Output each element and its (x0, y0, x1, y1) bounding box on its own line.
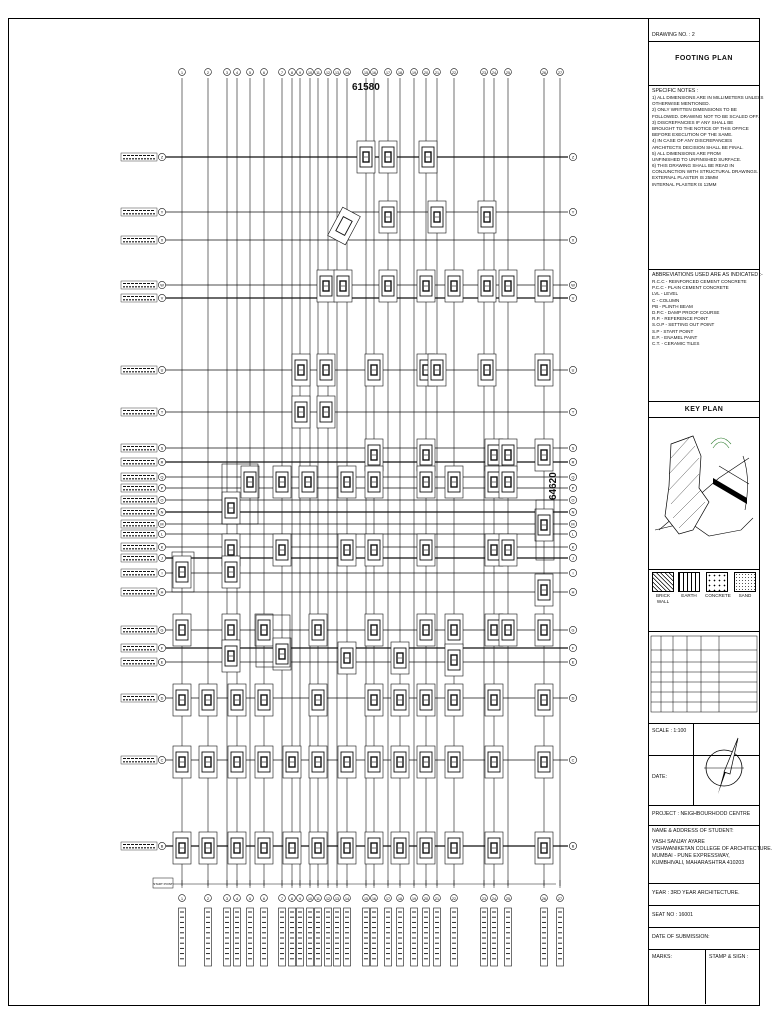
footing (445, 614, 463, 646)
grid-row-label: T (571, 410, 575, 415)
footing (173, 614, 191, 646)
student-address-line: VISHWANIKETAN COLLEGE OF ARCHITECTURE. (652, 846, 772, 853)
footing (535, 509, 553, 541)
grid-column-15 (363, 69, 370, 966)
footing (299, 466, 317, 498)
footing (338, 832, 356, 864)
note-line: UNFINISHED TO UNFINISHED SURFACE. (652, 156, 742, 162)
grid-column-label: 17 (386, 897, 390, 901)
grid-row-label: R (571, 460, 575, 465)
footing (173, 746, 191, 778)
grid-column-label: 6 (263, 71, 265, 75)
grid-column-label: 12 (326, 71, 330, 75)
grid-row-label: X (571, 238, 575, 243)
footing (535, 614, 553, 646)
rotated-footing (328, 207, 361, 245)
grid-column-label: 23 (482, 897, 486, 901)
footing (428, 201, 446, 233)
seat-number: SEAT NO : 16001 (649, 906, 759, 928)
grid-column-14 (344, 69, 351, 966)
year: YEAR : 3RD YEAR ARCHITECTURE. (649, 884, 759, 906)
grid-row-label: E (160, 660, 164, 665)
grid-row-label: P (571, 486, 575, 491)
grid-row-label: J (161, 556, 163, 561)
footing (255, 832, 273, 864)
grid-column-label: 7 (281, 897, 283, 901)
footing (391, 684, 409, 716)
north-arrow-cell (693, 724, 759, 806)
footing (417, 534, 435, 566)
grid-column-9 (297, 69, 304, 966)
key-plan-title: KEY PLAN (649, 402, 759, 418)
grid-row-label: C (571, 758, 575, 763)
grid-row-label: D (571, 696, 575, 701)
material-legend (649, 570, 759, 632)
grid-row-label: L (160, 532, 164, 537)
footing (428, 354, 446, 386)
grid-column-label: 19 (412, 71, 416, 75)
grid-row-label: F (160, 646, 164, 651)
abbreviation-line: C.T. - CERAMIC TILES (652, 340, 700, 346)
footing (292, 354, 310, 386)
start-point-tag (153, 878, 173, 888)
footing (445, 466, 463, 498)
student-address-line: MUMBAI - PUNE EXPRESSWAY, (652, 853, 730, 860)
start-point-label: START POINT (153, 882, 173, 886)
footing (535, 832, 553, 864)
grid-row-label: R (160, 460, 164, 465)
grid-column-25 (505, 69, 512, 966)
footing (334, 270, 352, 302)
note-line: 3) DISCREPANCIES IF ANY SHALL BE (652, 119, 734, 125)
grid-column-11 (315, 69, 322, 966)
grid-column-label: 24 (492, 71, 496, 75)
abbreviation-line: R.P. - REFERENCE POINT (652, 316, 709, 322)
abbreviations-list (652, 279, 756, 347)
abbreviation-line: D.P.C - DAMP PROOF COURSE (652, 309, 720, 315)
grid-column-label: 16 (372, 71, 376, 75)
grid-row-label: T (160, 410, 164, 415)
footing (228, 832, 246, 864)
footing (283, 832, 301, 864)
student-heading: NAME & ADDRESS OF STUDENT: (652, 828, 734, 834)
grid-column-label: 15 (364, 71, 368, 75)
footing (379, 141, 397, 173)
footing (535, 684, 553, 716)
abbreviations-section (649, 270, 763, 402)
footing (365, 534, 383, 566)
grid-column-label: 19 (412, 897, 416, 901)
footing (273, 638, 291, 670)
student-address (652, 839, 772, 867)
marks: MARKS: (652, 954, 672, 960)
footing (391, 642, 409, 674)
grid-row-label: O (571, 498, 575, 503)
footing (379, 201, 397, 233)
footing (535, 746, 553, 778)
grid-column-label: 9 (299, 71, 301, 75)
legend-earth: EARTH (677, 572, 701, 599)
grid-row-label: Z (160, 155, 164, 160)
footing (445, 684, 463, 716)
footing (499, 614, 517, 646)
footing (379, 270, 397, 302)
footing (199, 746, 217, 778)
grid-row-label: V (160, 296, 164, 301)
grid-column-label: 13 (335, 897, 339, 901)
grid-column-label: 7 (281, 71, 283, 75)
grid-column-label: 16 (372, 897, 376, 901)
overall-vertical-dimension: 64620 (548, 472, 559, 500)
footing (478, 354, 496, 386)
abbreviation-line: P.C.C - PLAIN CEMENT CONCRETE (652, 285, 729, 291)
grid-row-label: N (571, 510, 575, 515)
grid-row-label: S (160, 446, 164, 451)
footing (365, 832, 383, 864)
grid-column-label: 26 (542, 71, 546, 75)
footing (417, 746, 435, 778)
grid-row-label: G (160, 628, 164, 633)
grid-column-6 (261, 69, 268, 966)
grid-row-label: S (571, 446, 575, 451)
grid-column-label: 11 (316, 897, 320, 901)
grid-row-label: H (571, 590, 575, 595)
grid-column-label: 14 (345, 897, 349, 901)
abbreviation-line: PB - PLINTH BEAM (652, 303, 693, 309)
footing (255, 684, 273, 716)
grid-row-label: E (571, 660, 575, 665)
grid-column-label: 25 (506, 897, 510, 901)
grid-row-label: H (160, 590, 164, 595)
grid-column-label: 14 (345, 71, 349, 75)
note-line: FOLLOWED. DRAWING NOT TO BE SCALED OFF. (652, 113, 760, 119)
footing (338, 534, 356, 566)
grid-row-label: G (571, 628, 575, 633)
footing (255, 614, 273, 646)
abbreviation-line: S.P - START POINT (652, 328, 694, 334)
footing (535, 270, 553, 302)
grid-row-label: K (160, 545, 164, 550)
footing (535, 439, 553, 471)
grid-column-label: 15 (364, 897, 368, 901)
footing (357, 141, 375, 173)
footing (317, 396, 335, 428)
footing (173, 684, 191, 716)
grid-row-label: N (160, 510, 164, 515)
grid-column-label: 27 (558, 71, 562, 75)
grid-column-label: 10 (308, 897, 312, 901)
grid-column-label: 21 (435, 897, 439, 901)
notes-list (652, 95, 764, 188)
bottom-dimension-chain (172, 880, 560, 888)
footing (417, 832, 435, 864)
footing (478, 270, 496, 302)
grid-column-label: 6 (263, 897, 265, 901)
footing (338, 746, 356, 778)
grid-row-label: U (160, 368, 164, 373)
grid-column-label: 11 (316, 71, 320, 75)
footing (365, 614, 383, 646)
footing (228, 746, 246, 778)
sheet-title: FOOTING PLAN (649, 42, 759, 86)
grid-row-label: F (571, 646, 575, 651)
grid-column-19 (411, 69, 418, 966)
footing (445, 832, 463, 864)
footing (273, 534, 291, 566)
footing (478, 201, 496, 233)
note-line: 6) THIS DRAWING SHALL BE READ IN (652, 163, 735, 169)
footing (199, 684, 217, 716)
abbreviation-line: S.O.P - SETTING OUT POINT (652, 322, 715, 328)
grid-column-12 (325, 69, 332, 966)
grid-row-label: I (161, 571, 163, 576)
footing (445, 270, 463, 302)
grid-column-label: 27 (558, 897, 562, 901)
grid-row-label: M (571, 522, 575, 527)
footing (222, 640, 240, 672)
footing (417, 466, 435, 498)
grid-row-label: Y (571, 210, 575, 215)
project-name: PROJECT : NEIGHBOURHOOD CENTRE (649, 806, 759, 826)
grid-column-label: 2 (207, 71, 209, 75)
grid-column-16 (371, 69, 378, 966)
note-line: 4) IN CASE OF ANY DISCREPANCIES (652, 138, 733, 144)
key-plan (649, 418, 759, 570)
grid-row-label: Z (571, 155, 575, 160)
abbreviation-line: C - COLUMN (652, 297, 680, 303)
grid-column-label: 9 (299, 897, 301, 901)
grid-row-label: U (571, 368, 575, 373)
grid-column-10 (307, 69, 314, 966)
specific-notes (649, 86, 764, 270)
grid-column-label: 21 (435, 71, 439, 75)
footing (199, 832, 217, 864)
footing (173, 832, 191, 864)
grid-row-label: L (571, 532, 575, 537)
grid-column-label: 1 (181, 897, 183, 901)
grid-column-label: 4 (236, 71, 238, 75)
note-line: INTERNAL PLASTER IS 12MM (652, 181, 717, 187)
grid-column-1 (179, 69, 186, 966)
grid-row-label: O (160, 498, 164, 503)
footing (365, 354, 383, 386)
north-arrow-icon (694, 724, 760, 806)
abbreviation-line: E.P. - ENAMEL PAINT (652, 334, 698, 340)
grid-column-label: 13 (335, 71, 339, 75)
grid-row-label: D (160, 696, 164, 701)
footing (222, 492, 240, 524)
drawing-number: DRAWING NO. : 2 (652, 32, 695, 38)
footing (365, 746, 383, 778)
grid-column-label: 18 (398, 897, 402, 901)
grid-column-label: 17 (386, 71, 390, 75)
title-block (648, 18, 772, 1006)
student-address-line: KUMBHIVALI, MAHARASHTRA 410203 (652, 860, 745, 867)
overall-horizontal-dimension: 61580 (352, 82, 380, 93)
grid-row-label: P (160, 486, 164, 491)
grid-column-label: 8 (291, 897, 293, 901)
footing (255, 746, 273, 778)
grid-column-label: 26 (542, 897, 546, 901)
footing (535, 574, 553, 606)
legend-brick-wall: BRICK WALL (651, 572, 675, 605)
grid-column-label: 12 (326, 897, 330, 901)
footing (499, 270, 517, 302)
grid-column-label: 23 (482, 71, 486, 75)
abbreviations-heading: ABBREVIATIONS USED ARE AS INDICATED :- (652, 272, 763, 278)
grid-row-label: M (160, 522, 164, 527)
note-line: BROUGHT TO THE NOTICE OF THIS OFFICE (652, 125, 749, 131)
footing (365, 466, 383, 498)
student-address-line: YASH SANJAY AYARE (652, 839, 705, 846)
footing (445, 644, 463, 676)
footing (338, 642, 356, 674)
footing (228, 684, 246, 716)
note-line: OTHERWISE MENTIONED. (652, 101, 710, 107)
grid-column-label: 20 (424, 897, 428, 901)
footing (391, 832, 409, 864)
stamp-and-sign: STAMP & SIGN : (705, 950, 759, 1004)
footing (241, 466, 259, 498)
grid-column-label: 18 (398, 71, 402, 75)
footing (535, 354, 553, 386)
footing (365, 684, 383, 716)
footing (317, 354, 335, 386)
grid-row-label: B (160, 844, 164, 849)
note-line: 5) ALL DIMENSIONS ARE FROM (652, 150, 721, 156)
grid-column-18 (397, 69, 404, 966)
footing (485, 832, 503, 864)
footing (309, 614, 327, 646)
scale: SCALE : 1:100 (649, 724, 759, 756)
grid-row-label: V (571, 296, 575, 301)
grid-column-13 (334, 69, 341, 966)
note-line: ARCHITECTS DECISION SHALL BE FINAL. (652, 144, 744, 150)
grid-column-label: 25 (506, 71, 510, 75)
grid-column-5 (247, 69, 254, 966)
footing (309, 746, 327, 778)
footing (309, 684, 327, 716)
footing (309, 832, 327, 864)
grid-column-label: 3 (226, 71, 228, 75)
key-plan-drawing (649, 418, 759, 570)
footing (445, 746, 463, 778)
grid-column-27 (557, 69, 564, 966)
note-line: EXTERNAL PLASTER IS 25MM (652, 175, 718, 181)
footing (417, 684, 435, 716)
grid-column-label: 3 (226, 897, 228, 901)
grid-column-label: 1 (181, 71, 183, 75)
grid-row-label: I (572, 571, 574, 576)
grid-column-label: 22 (452, 897, 456, 901)
grid-row-label: B (571, 844, 575, 849)
abbreviation-line: R.C.C - REINFORCED CEMENT CONCRETE (652, 279, 747, 285)
grid-row-label: K (571, 545, 575, 550)
footing (499, 534, 517, 566)
grid-column-label: 2 (207, 897, 209, 901)
footing (417, 614, 435, 646)
footing (317, 270, 335, 302)
footing (222, 556, 240, 588)
legend-sand: SAND (733, 572, 757, 599)
grid-row-label: X (160, 238, 164, 243)
grid-row-label: Q (160, 475, 164, 480)
student-details (649, 826, 772, 884)
grid-column-label: 20 (424, 71, 428, 75)
footing (273, 466, 291, 498)
grid-column-label: 5 (249, 897, 251, 901)
grid-column-label: 22 (452, 71, 456, 75)
footing (499, 466, 517, 498)
date-field: DATE: (649, 756, 693, 806)
schedule-table (649, 632, 759, 724)
date-of-submission: DATE OF SUBMISSION: (649, 928, 759, 950)
grid-row-label: C (160, 758, 164, 763)
grid-column-label: 8 (291, 71, 293, 75)
grid-column-label: 4 (236, 897, 238, 901)
drawing-number-row (649, 18, 759, 42)
grid-row-label: W (160, 283, 164, 288)
grid-column-22 (451, 69, 458, 966)
note-line: CONJUNCTION WITH STRUCTURAL DRAWINGS. (652, 169, 759, 175)
grid-row-label: Q (571, 475, 575, 480)
footing (283, 746, 301, 778)
grid-row-label: Y (160, 210, 164, 215)
footing (338, 466, 356, 498)
abbreviation-line: LVL - LEVEL (652, 291, 679, 297)
grid-column-label: 10 (308, 71, 312, 75)
note-line: 2) ONLY WRITTEN DIMENSIONS TO BE (652, 107, 737, 113)
footing (485, 746, 503, 778)
grid-column-label: 5 (249, 71, 251, 75)
footing (391, 746, 409, 778)
note-line: 1) ALL DIMENSIONS ARE IN MILLIMETERS UNLESS (652, 95, 764, 101)
legend-concrete: CONCRETE (705, 572, 729, 599)
grid-column-7 (279, 69, 286, 966)
schedule-table-grid (649, 632, 759, 724)
grid-row-label: J (572, 556, 574, 561)
footing (173, 556, 191, 588)
grid-column-2 (205, 69, 212, 966)
footing (419, 141, 437, 173)
grid-column-label: 24 (492, 897, 496, 901)
footing (292, 396, 310, 428)
notes-heading: SPECIFIC NOTES : (652, 88, 699, 94)
footing (485, 684, 503, 716)
footing (417, 270, 435, 302)
note-line: BEFORE EXECUTION OF THE SAME. (652, 132, 733, 138)
grid-row-label: W (571, 283, 575, 288)
grid-column-8 (289, 69, 296, 966)
